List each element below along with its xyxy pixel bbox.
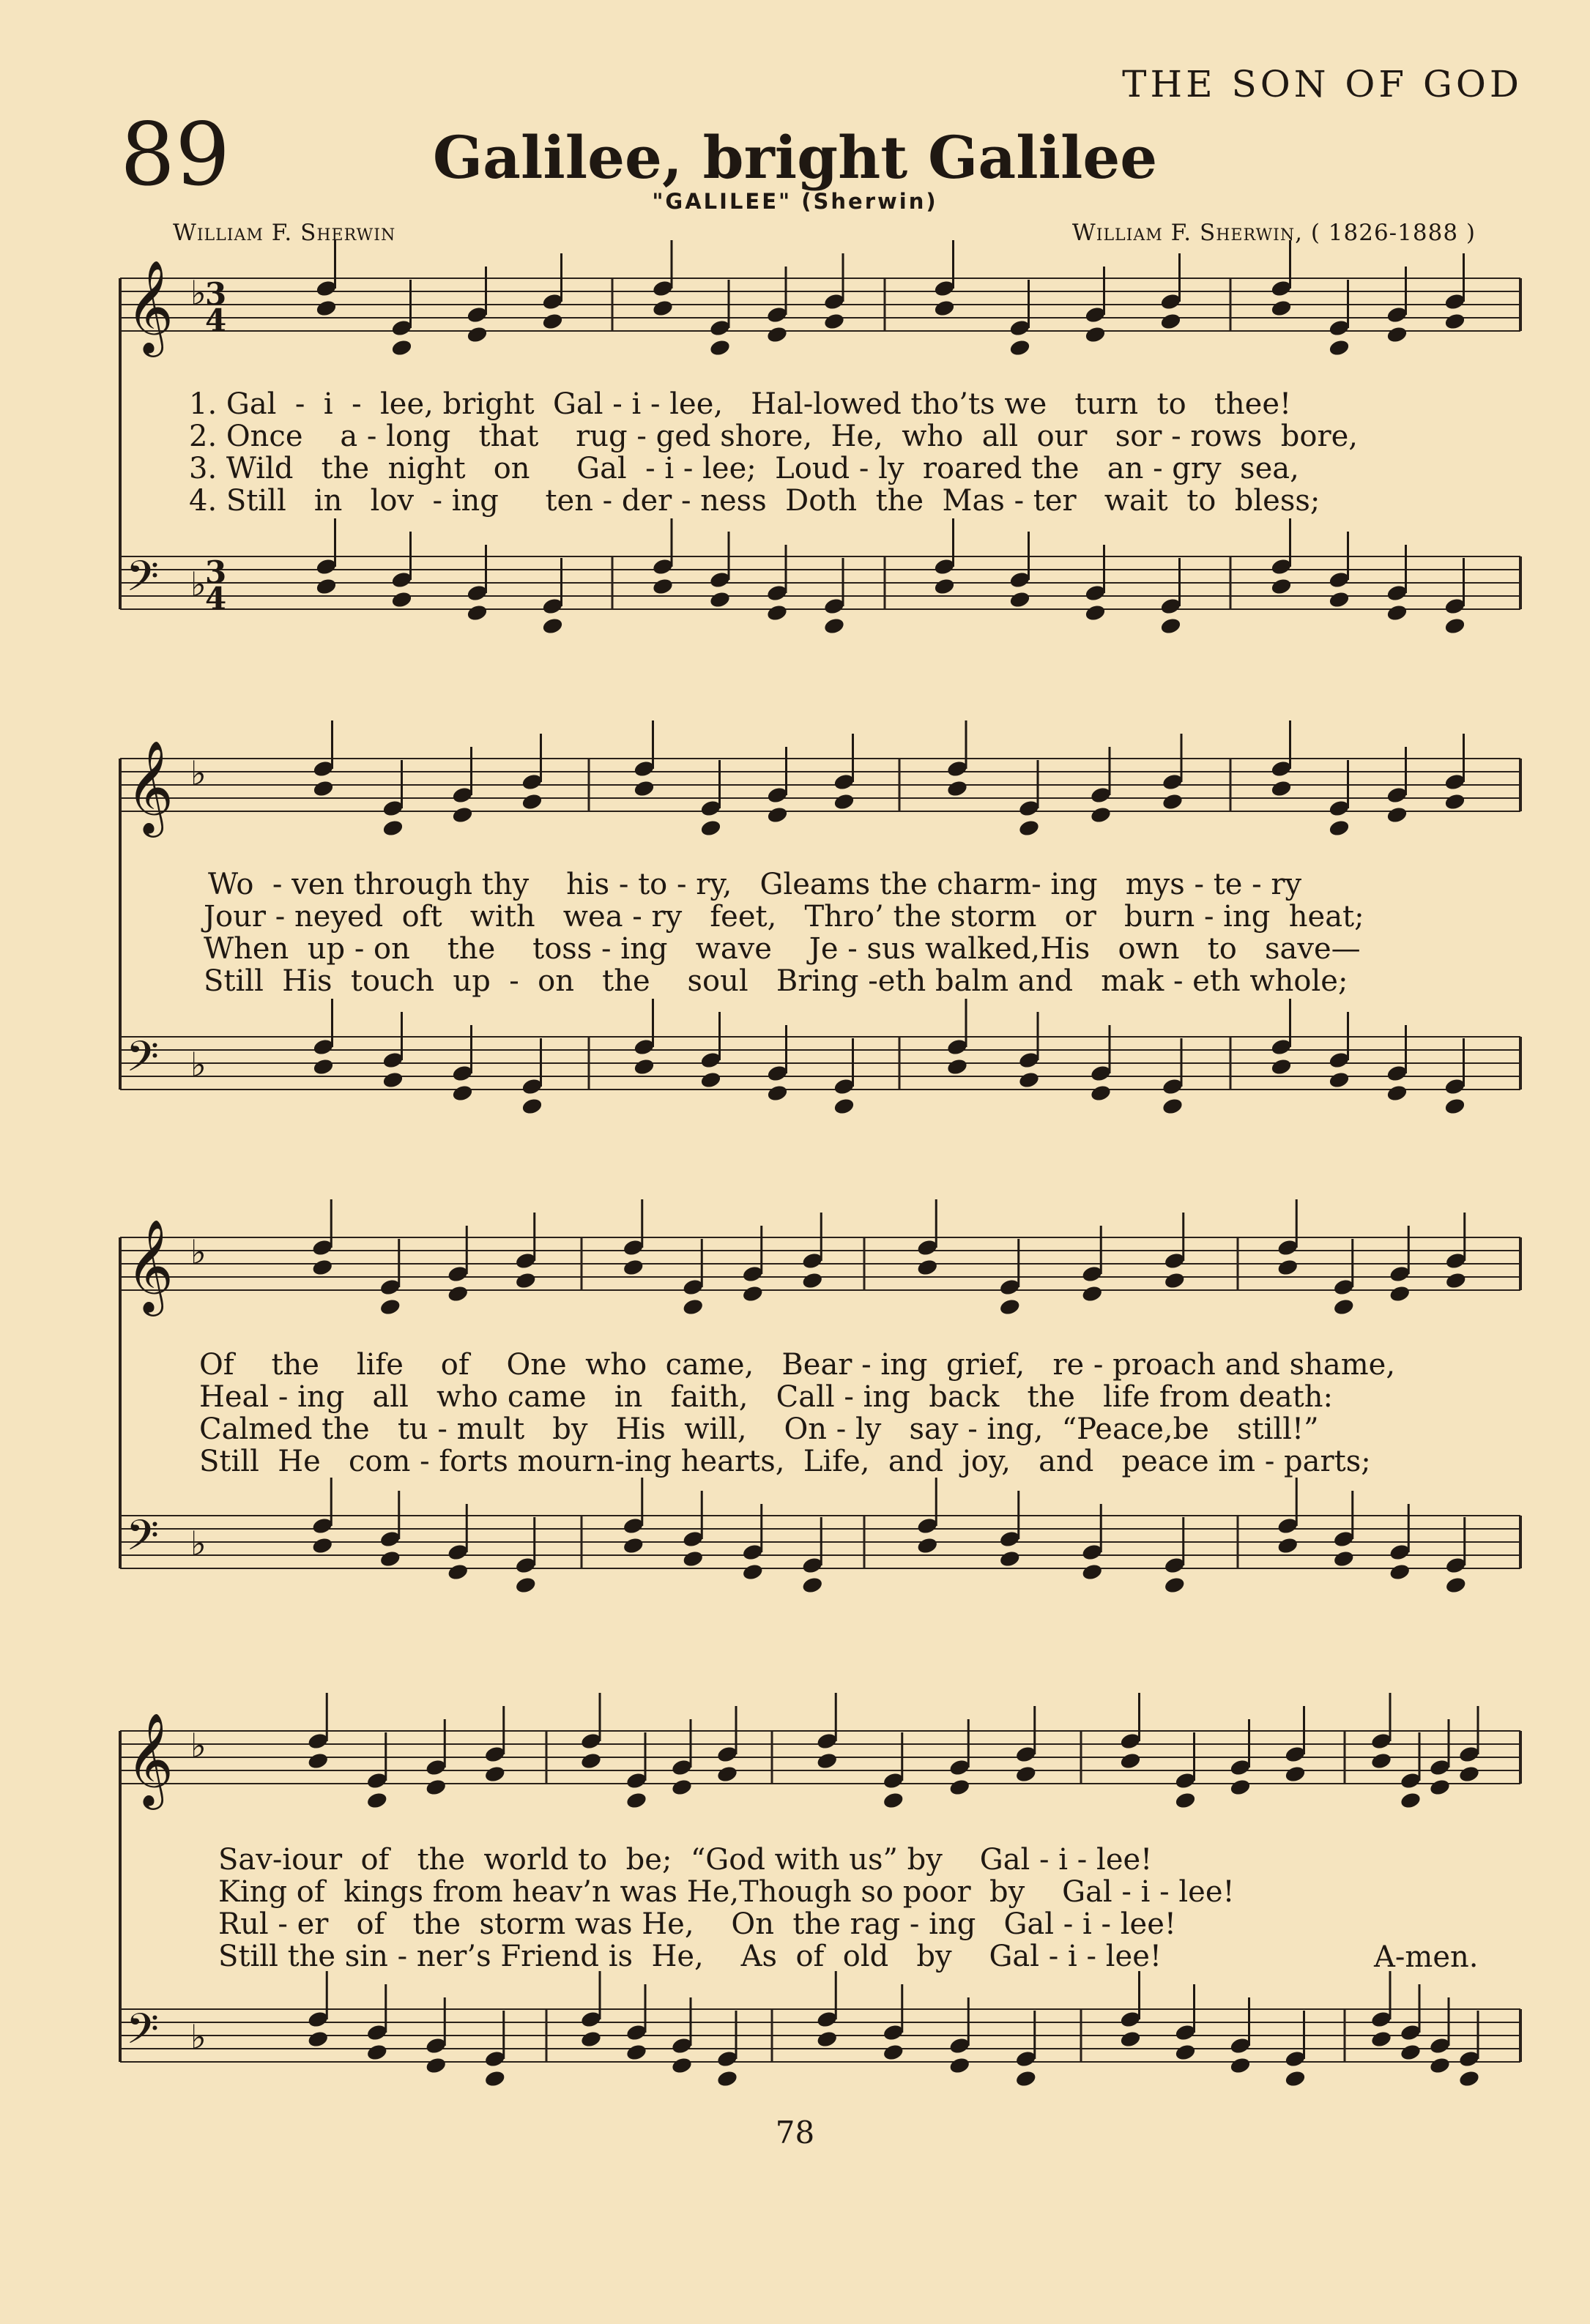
note-head: [716, 1765, 739, 1784]
note-head: [946, 1057, 969, 1076]
section-header: THE SON OF GOD: [1122, 63, 1523, 105]
note-head: [682, 1549, 705, 1568]
note-head: [315, 299, 338, 318]
note-head: [1458, 1765, 1481, 1784]
treble-clef: 𝄞: [126, 1712, 174, 1806]
note-head: [311, 1536, 334, 1555]
note-head: [1119, 2030, 1142, 2049]
bass-clef: 𝄢: [126, 2004, 160, 2064]
note-head: [816, 2030, 839, 2049]
note-head: [425, 2056, 447, 2075]
treble-clef: 𝄞: [126, 1218, 174, 1312]
note-head: [521, 792, 543, 811]
verse-line: 4. Still in lov - ing ten - der - ness Doth the Mas - ter wait to bless;: [189, 484, 1320, 518]
note-head: [1444, 792, 1466, 811]
note-head: [1389, 1563, 1411, 1582]
note-head: [1444, 1097, 1466, 1116]
note-head: [390, 590, 413, 609]
note-head: [833, 792, 855, 811]
note-head: [312, 1057, 335, 1076]
time-signature: 4: [205, 581, 227, 617]
note-head: [315, 577, 338, 596]
note-head: [1162, 792, 1184, 811]
verse-line: Calmed the tu - mult by His will, On - ly say - ing, “Peace,be still!”: [199, 1412, 1319, 1446]
note-head: [1018, 1070, 1041, 1090]
note-head: [1270, 577, 1293, 596]
flat-key-signature: ♭: [190, 565, 207, 604]
note-head: [390, 338, 413, 357]
note-head: [625, 1791, 648, 1810]
note-head: [1277, 1536, 1299, 1555]
note-head: [447, 1563, 469, 1582]
note-head: [1174, 2043, 1197, 2062]
note-head: [823, 312, 846, 331]
note-head: [483, 1765, 506, 1784]
note-head: [671, 2056, 694, 2075]
note-head: [1159, 312, 1182, 331]
flat-key-signature: ♭: [190, 1232, 207, 1272]
note-head: [933, 577, 956, 596]
note-head: [1277, 1258, 1299, 1277]
note-head: [1400, 1791, 1422, 1810]
note-head: [1163, 1271, 1186, 1290]
note-head: [312, 779, 335, 798]
bass-clef: 𝄢: [126, 1511, 160, 1571]
note-head: [1090, 1084, 1112, 1103]
note-head: [447, 1284, 469, 1303]
flat-key-signature: ♭: [190, 753, 207, 793]
flat-key-signature: ♭: [190, 2017, 207, 2057]
note-head: [1284, 1765, 1307, 1784]
note-head: [1163, 1576, 1186, 1595]
note-head: [1270, 1057, 1293, 1076]
note-head: [741, 1284, 764, 1303]
note-head: [1444, 1576, 1467, 1595]
note-head: [633, 1057, 655, 1076]
note-head: [1008, 590, 1031, 609]
note-head: [823, 617, 846, 636]
note-head: [1332, 1549, 1355, 1568]
note-head: [741, 1563, 764, 1582]
note-head: [1328, 1070, 1351, 1090]
note-head: [625, 2043, 648, 2062]
note-head: [998, 1549, 1021, 1568]
note-head: [709, 590, 732, 609]
flat-key-signature: ♭: [190, 273, 207, 313]
note-head: [451, 1084, 474, 1103]
note-head: [1386, 325, 1408, 344]
time-signature: 4: [205, 302, 227, 338]
note-head: [1400, 2043, 1422, 2062]
verse-line: When up - on the toss - ing wave Je - sus walked,His own to save—: [204, 932, 1361, 966]
time-signature: 3: [205, 276, 227, 312]
verse-line: 2. Once a - long that rug - ged shore, He, who all our sor - rows bore,: [189, 420, 1358, 453]
note-head: [1270, 299, 1293, 318]
note-head: [483, 2069, 506, 2088]
note-head: [801, 1271, 824, 1290]
note-head: [1162, 1097, 1184, 1116]
verse-line: Still He com - forts mourn-ing hearts, Life, and joy, and peace im - parts;: [199, 1445, 1371, 1478]
note-head: [311, 1258, 334, 1277]
verse-line: Wo - ven through thy his - to - ry, Gleams the charm- ing mys - te - ry: [208, 868, 1302, 901]
note-head: [1328, 590, 1351, 609]
verse-line: Jour - neyed oft with wea - ry feet, Thro’ the storm or burn - ing heat;: [204, 900, 1364, 934]
note-head: [1229, 2056, 1252, 2075]
note-head: [1159, 617, 1182, 636]
page-number: 78: [775, 2115, 815, 2150]
note-head: [382, 819, 404, 838]
verse-line: Of the life of One who came, Bear - ing grief, re - proach and shame,: [199, 1348, 1396, 1382]
note-head: [882, 2043, 904, 2062]
verse-line: King of kings from heav’n was He,Though so poor by Gal - i - lee!: [218, 1875, 1235, 1909]
note-head: [379, 1549, 401, 1568]
note-head: [1332, 1297, 1355, 1316]
treble-clef: 𝄞: [126, 740, 174, 833]
note-head: [671, 1778, 694, 1797]
note-head: [709, 338, 732, 357]
verse-line: Rul - er of the storm was He, On the rag - ing Gal - i - lee!: [218, 1907, 1176, 1941]
note-head: [633, 779, 655, 798]
note-head: [716, 2069, 739, 2088]
note-head: [1444, 1271, 1467, 1290]
flat-key-signature: ♭: [190, 1045, 207, 1084]
note-head: [766, 805, 789, 824]
note-head: [1386, 603, 1408, 622]
note-head: [541, 312, 564, 331]
note-head: [1429, 1778, 1452, 1797]
note-head: [682, 1297, 705, 1316]
note-head: [1008, 338, 1031, 357]
note-head: [466, 325, 488, 344]
hymn-title: Galilee, bright Galilee: [432, 123, 1158, 192]
note-head: [1386, 1084, 1408, 1103]
note-head: [382, 1070, 404, 1090]
note-head: [541, 617, 564, 636]
tune-name: "GALILEE" (Sherwin): [652, 189, 938, 214]
note-head: [652, 299, 675, 318]
note-head: [766, 1084, 789, 1103]
note-head: [1444, 617, 1466, 636]
time-signature: 3: [205, 554, 227, 590]
note-head: [1090, 805, 1112, 824]
note-head: [1084, 603, 1107, 622]
note-head: [1084, 325, 1107, 344]
note-head: [1370, 1751, 1393, 1770]
note-head: [580, 1751, 603, 1770]
note-head: [916, 1258, 939, 1277]
note-head: [1119, 1751, 1142, 1770]
note-head: [1389, 1284, 1411, 1303]
note-head: [833, 1097, 855, 1116]
treble-clef: 𝄞: [126, 259, 174, 353]
note-head: [1014, 1765, 1037, 1784]
note-head: [580, 2030, 603, 2049]
note-head: [1014, 2069, 1037, 2088]
note-head: [307, 2030, 330, 2049]
hymn-number: 89: [120, 104, 231, 205]
note-head: [766, 603, 789, 622]
note-head: [766, 325, 789, 344]
note-head: [816, 1751, 839, 1770]
note-head: [1270, 779, 1293, 798]
note-head: [379, 1297, 401, 1316]
note-head: [365, 2043, 388, 2062]
verse-line: Still His touch up - on the soul Bring -eth balm and mak - eth whole;: [204, 964, 1348, 998]
bass-clef: 𝄢: [126, 551, 160, 611]
note-head: [1229, 1778, 1252, 1797]
note-head: [948, 1778, 971, 1797]
bass-clef: 𝄢: [126, 1032, 160, 1092]
note-head: [521, 1097, 543, 1116]
note-head: [514, 1576, 537, 1595]
note-head: [425, 1778, 447, 1797]
verse-line: 1. Gal - i - lee, bright Gal - i - lee, Hal-lowed tho’ts we turn to thee!: [189, 387, 1292, 421]
note-head: [451, 805, 474, 824]
note-head: [948, 2056, 971, 2075]
note-head: [1328, 819, 1351, 838]
verse-line: Still the sin - ner’s Friend is He, As of old by Gal - i - lee!: [218, 1940, 1162, 1973]
note-head: [622, 1258, 644, 1277]
verse-line: Sav-iour of the world to be; “God with us” by Gal - i - lee!: [218, 1843, 1153, 1877]
note-head: [699, 1070, 722, 1090]
note-head: [1444, 312, 1466, 331]
verse-line: 3. Wild the night on Gal - i - lee; Loud - ly roared the an - gry sea,: [189, 452, 1299, 485]
note-head: [1284, 2069, 1307, 2088]
note-head: [998, 1297, 1021, 1316]
note-head: [307, 1751, 330, 1770]
note-head: [365, 1791, 388, 1810]
lyricist-credit: William F. Sherwin: [173, 220, 396, 246]
note-head: [1328, 338, 1351, 357]
note-head: [514, 1271, 537, 1290]
composer-credit: William F. Sherwin, ( 1826-1888 ): [1071, 220, 1476, 246]
note-head: [916, 1536, 939, 1555]
note-head: [1081, 1563, 1104, 1582]
note-head: [1458, 2069, 1481, 2088]
note-head: [622, 1536, 644, 1555]
note-head: [1370, 2030, 1393, 2049]
note-head: [1429, 2056, 1452, 2075]
flat-key-signature: ♭: [190, 1726, 207, 1765]
note-head: [652, 577, 675, 596]
note-head: [1386, 805, 1408, 824]
note-head: [801, 1576, 824, 1595]
note-head: [1174, 1791, 1197, 1810]
note-head: [933, 299, 956, 318]
note-head: [1081, 1284, 1104, 1303]
verse-line: Heal - ing all who came in faith, Call - ing back the life from death:: [199, 1380, 1333, 1414]
amen-text: A-men.: [1374, 1940, 1479, 1974]
note-head: [466, 603, 488, 622]
note-head: [1018, 819, 1041, 838]
note-head: [882, 1791, 904, 1810]
note-head: [946, 779, 969, 798]
note-head: [699, 819, 722, 838]
flat-key-signature: ♭: [190, 1524, 207, 1563]
